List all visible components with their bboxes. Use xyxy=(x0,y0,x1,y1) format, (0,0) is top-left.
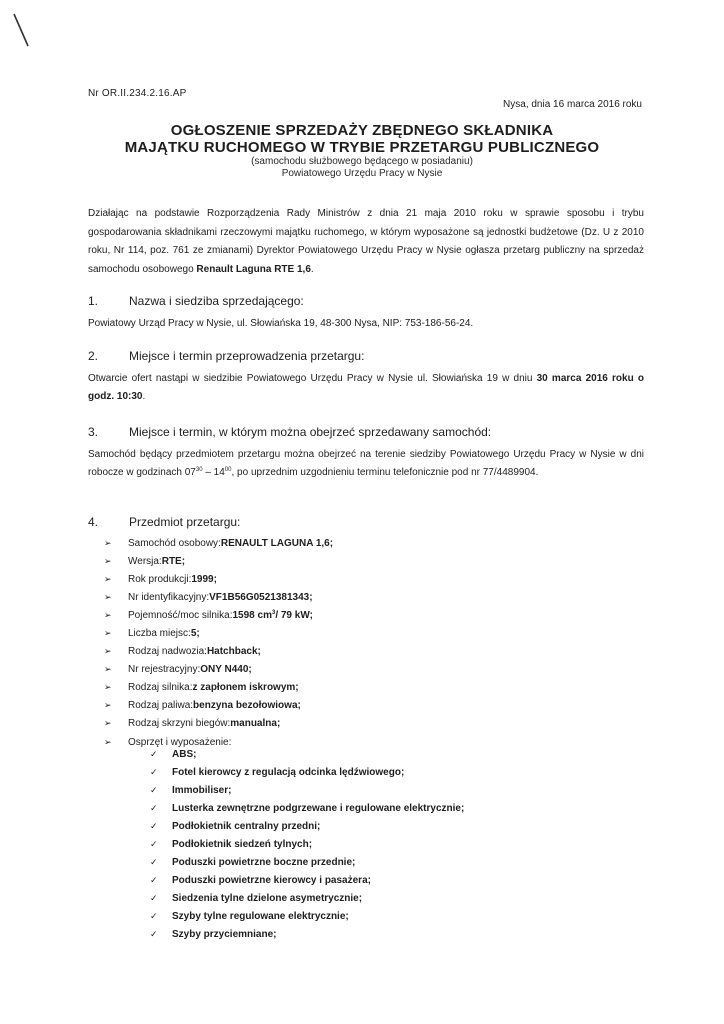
list-item xyxy=(104,661,644,679)
section-title: Przedmiot przetargu: xyxy=(129,515,241,529)
equipment-label: Immobiliser; xyxy=(172,784,232,796)
title-block xyxy=(60,122,664,180)
title-line-2: MAJĄTKU RUCHOMEGO W TRYBIE PRZETARGU PUBLICZNEGO xyxy=(124,139,600,156)
item-value: 5; xyxy=(190,628,200,640)
arrow-bullet-icon: ➢ xyxy=(104,609,112,620)
equipment-item xyxy=(150,926,630,944)
item-value-sup: 3 xyxy=(271,609,276,616)
section-number: 2. xyxy=(88,349,99,363)
item-value: benzyna bezołowiowa; xyxy=(193,700,301,712)
intro-paragraph xyxy=(88,205,644,279)
section-number: 1. xyxy=(88,294,99,308)
item-value: RENAULT LAGUNA 1,6; xyxy=(220,537,334,549)
section-4 xyxy=(88,514,644,530)
item-value: RTE; xyxy=(161,555,186,567)
check-icon: ✓ xyxy=(150,839,158,850)
equipment-label: Poduszki powietrzne boczne przednie; xyxy=(172,857,356,869)
item-label: Rodzaj silnika: xyxy=(128,682,193,694)
equipment-label: Lusterka zewnętrzne podgrzewane i regulowane elektrycznie; xyxy=(172,802,465,814)
item-value: manualna; xyxy=(230,718,281,730)
check-icon: ✓ xyxy=(150,766,158,777)
check-icon: ✓ xyxy=(150,929,158,940)
arrow-bullet-icon: ➢ xyxy=(104,555,112,566)
check-icon: ✓ xyxy=(150,893,158,904)
check-icon: ✓ xyxy=(150,875,158,886)
equipment-label: Fotel kierowcy z regulacją odcinka lędźwiowego; xyxy=(172,766,405,778)
item-label: Rodzaj skrzyni biegów: xyxy=(128,718,231,730)
subtitle-line-2: Powiatowego Urzędu Pracy w Nysie xyxy=(281,168,443,179)
equipment-item xyxy=(150,854,630,872)
intro-end: . xyxy=(310,263,314,275)
arrow-bullet-icon: ➢ xyxy=(104,736,112,747)
item-label: Rodzaj nadwozia: xyxy=(128,646,207,658)
list-item xyxy=(104,697,644,715)
item-value: VF1B56G0521381343; xyxy=(209,591,313,603)
section-body xyxy=(88,446,644,482)
auction-date: 30 marca 2016 roku o godz. 10:30 xyxy=(88,373,644,402)
equipment-item xyxy=(150,781,630,799)
item-label: Pojemność/moc silnika: xyxy=(128,609,233,621)
section-title: Miejsce i termin przeprowadzenia przetargu: xyxy=(129,349,365,363)
arrow-bullet-icon: ➢ xyxy=(104,573,112,584)
time-sup-end: 00 xyxy=(224,467,232,473)
scan-mark xyxy=(0,0,60,70)
intro-text: Działając na podstawie Rozporządzenia Rady Ministrów z dnia 21 maja 2010 roku w sprawie sposobu i trybu gospodarowania składnikami rzeczowymi majątku ruchomego, w którym wyposażone są jednostki budżetowe (Dz. U z 2010 roku, Nr 114, poz. 761 ze zmianami) Dyrektor Powiatowego Urzędu Pracy w Nysie ogłasza przetarg publiczny na sprzedaż samochodu osobowego xyxy=(88,208,644,275)
list-item xyxy=(104,552,644,570)
arrow-bullet-icon: ➢ xyxy=(104,628,112,639)
item-label: Osprzęt i wyposażenie: xyxy=(128,736,232,748)
equipment-label: ABS; xyxy=(172,748,197,760)
equipment-label: Poduszki powietrzne kierowcy i pasażera; xyxy=(172,875,371,887)
section-1 xyxy=(88,293,644,333)
item-label: Wersja: xyxy=(128,555,162,567)
equipment-item xyxy=(150,763,630,781)
list-item xyxy=(104,570,644,588)
equipment-item xyxy=(150,817,630,835)
item-value: z zapłonem iskrowym; xyxy=(192,682,299,694)
equipment-item xyxy=(150,745,630,763)
item-value-2: / 79 kW; xyxy=(275,609,313,621)
section-body: Powiatowy Urząd Pracy w Nysie, ul. Słowiańska 19, 48-300 Nysa, NIP: 753-186-56-24. xyxy=(88,318,474,329)
item-label: Nr identyfikacyjny: xyxy=(128,591,210,603)
item-label: Rodzaj paliwa: xyxy=(128,700,194,712)
equipment-label: Szyby tylne regulowane elektrycznie; xyxy=(172,911,349,923)
vehicle-details-list xyxy=(104,534,644,751)
time-sup-start: 30 xyxy=(195,467,203,473)
arrow-bullet-icon: ➢ xyxy=(104,591,112,602)
item-value: 1598 cm xyxy=(232,609,272,621)
check-icon: ✓ xyxy=(150,857,158,868)
section-body-end: . xyxy=(142,391,146,402)
list-item xyxy=(104,588,644,606)
section-2 xyxy=(88,348,644,406)
check-icon: ✓ xyxy=(150,820,158,831)
equipment-list xyxy=(150,745,630,944)
section-body-text: Otwarcie ofert nastąpi w siedzibie Powiatowego Urzędu Pracy w Nysie ul. Słowiańska 19 w dniu xyxy=(88,373,537,384)
item-value: 1999; xyxy=(191,573,217,585)
section-3 xyxy=(88,424,644,482)
list-item xyxy=(104,715,644,733)
equipment-item xyxy=(150,799,630,817)
subtitle-line-1: (samochodu służbowego będącego w posiadaniu) xyxy=(251,156,473,167)
item-value: Hatchback; xyxy=(206,646,261,658)
arrow-bullet-icon: ➢ xyxy=(104,646,112,657)
item-label: Rok produkcji: xyxy=(128,573,192,585)
check-icon: ✓ xyxy=(150,748,158,759)
document-date: Nysa, dnia 16 marca 2016 roku xyxy=(503,99,642,110)
equipment-label: Siedzenia tylne dzielone asymetrycznie; xyxy=(172,893,363,905)
time-end: – 14 xyxy=(202,467,225,478)
equipment-item xyxy=(150,908,630,926)
section-body-end: , po uprzednim uzgodnieniu terminu telefonicznie pod nr 77/4489904. xyxy=(231,467,539,478)
arrow-bullet-icon: ➢ xyxy=(104,664,112,675)
section-number: 4. xyxy=(88,515,99,529)
intro-vehicle: Renault Laguna RTE 1,6 xyxy=(196,263,311,275)
list-item xyxy=(104,534,644,552)
section-title: Miejsce i termin, w którym można obejrzeć sprzedawany samochód: xyxy=(129,425,492,439)
arrow-bullet-icon: ➢ xyxy=(104,537,112,548)
item-label: Liczba miejsc: xyxy=(128,628,191,640)
check-icon: ✓ xyxy=(150,802,158,813)
section-body xyxy=(88,370,644,406)
equipment-item xyxy=(150,872,630,890)
arrow-bullet-icon: ➢ xyxy=(104,700,112,711)
equipment-item xyxy=(150,835,630,853)
title-line-1: OGŁOSZENIE SPRZEDAŻY ZBĘDNEGO SKŁADNIKA xyxy=(170,122,554,139)
section-title: Nazwa i siedziba sprzedającego: xyxy=(129,294,304,308)
equipment-label: Podłokietnik siedzeń tylnych; xyxy=(172,839,313,851)
list-item xyxy=(104,624,644,642)
equipment-label: Podłokietnik centralny przedni; xyxy=(172,820,321,832)
item-label: Nr rejestracyjny: xyxy=(128,664,201,676)
section-number: 3. xyxy=(88,425,99,439)
item-label: Samochód osobowy: xyxy=(128,537,221,549)
equipment-label: Szyby przyciemniane; xyxy=(172,929,277,941)
list-item xyxy=(104,679,644,697)
arrow-bullet-icon: ➢ xyxy=(104,718,112,729)
list-item xyxy=(104,643,644,661)
equipment-item xyxy=(150,890,630,908)
item-value: ONY N440; xyxy=(200,664,252,676)
check-icon: ✓ xyxy=(150,911,158,922)
list-item xyxy=(104,606,644,624)
reference-number: Nr OR.II.234.2.16.AP xyxy=(88,88,187,99)
arrow-bullet-icon: ➢ xyxy=(104,682,112,693)
check-icon: ✓ xyxy=(150,784,158,795)
section-body-text: Samochód będący przedmiotem przetargu można obejrzeć na terenie siedziby Powiatowego Urzędu Pracy w Nysie w dni robocze w godzinach 07 xyxy=(88,449,644,478)
